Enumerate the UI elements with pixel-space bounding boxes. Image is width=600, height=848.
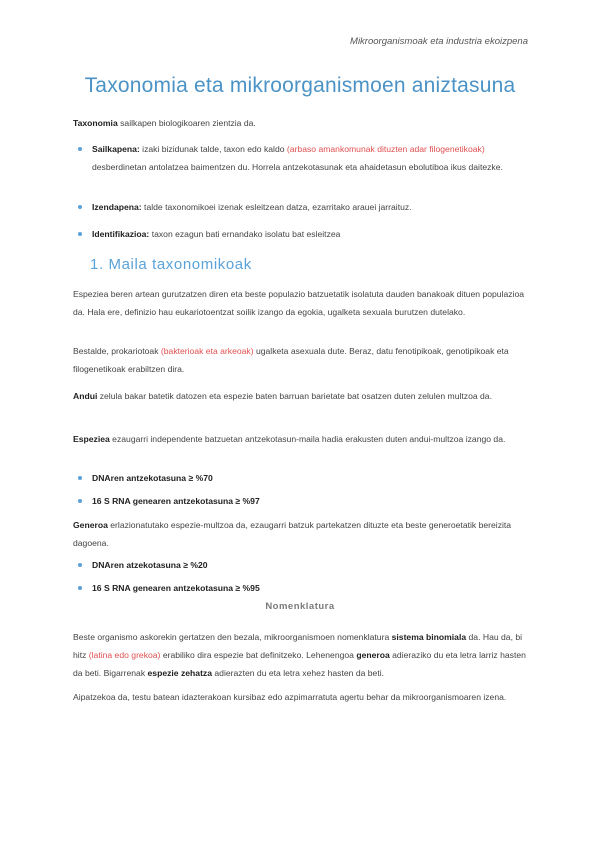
- definition-item-sailkapena: [92, 140, 532, 176]
- bullet-icon: [78, 205, 82, 209]
- paragraph-andui: [73, 387, 533, 405]
- paragraph-espeziea: [73, 430, 533, 448]
- paragraph-text: adierazten du eta letra xehez hasten da beti.: [212, 668, 385, 678]
- definition-term: Sailkapena:: [92, 144, 140, 154]
- paragraph-text: erlazionatutako espezie-multzoa da, ezaugarri batzuk partekatzen dituzte eta beste generoetatik bereizita dagoena.: [73, 520, 512, 548]
- definition-term: Identifikazioa:: [92, 229, 150, 239]
- paragraph-text: erabiliko dira espezie bat definitzeko. Lehenengoa: [160, 650, 357, 660]
- bullet-icon: [78, 147, 82, 151]
- paragraph-text: da. Hau da, bi hitz: [73, 632, 523, 660]
- page-title: Taxonomia eta mikroorganismoen aniztasuna: [84, 74, 516, 97]
- paragraph-highlight: (latina edo grekoa): [88, 650, 161, 660]
- paragraph-text-cont: ugalketa asexuala dute. Beraz, datu fenotipikoak, genotipikoak eta filogenetikoak erabiltzen dira.: [73, 346, 509, 374]
- criterion-text: 16 S RNA genearen antzekotasuna ≥ %97: [92, 496, 260, 506]
- genus-criterion-item: [92, 556, 532, 574]
- intro-paragraph: [73, 114, 533, 132]
- paragraph-term: espezie zehatza: [147, 668, 213, 678]
- paragraph-highlight: (bakterioak eta arkeoak): [160, 346, 254, 356]
- definition-item-identifikazioa: [92, 225, 532, 243]
- species-criterion-item: [92, 469, 532, 487]
- paragraph-text: Beste organismo askorekin gertatzen den bezala, mikroorganismoen nomenklatura: [73, 632, 392, 642]
- paragraph-nomenklatura: [73, 628, 533, 682]
- paragraph-term: Espeziea: [73, 434, 110, 444]
- running-header: Mikroorganismoak eta industria ekoizpena: [350, 36, 528, 47]
- bullet-icon: [78, 563, 82, 567]
- bullet-icon: [78, 476, 82, 480]
- paragraph-espeziea-def: Espeziea beren artean gurutzatzen diren eta beste populazio batzuetatik isolatuta dauden banakoak dituen populazioa da. Hala ere, definizio hau eukariotoentzat soilik izango da egokia, ugalketa sexuala burutzen dutelako.: [73, 289, 525, 317]
- paragraph-term: sistema binomiala: [391, 632, 467, 642]
- paragraph-prokariotoak: [73, 342, 533, 378]
- definition-text-cont: desberdinetan antolatzea baimentzen du. Horrela antzekotasunak eta ahaidetasun ebolutiboa ikus daitezke.: [92, 162, 503, 172]
- paragraph-text: ezaugarri independente batzuetan antzekotasun-maila hadia erakusten duten andui-multzoa izango da.: [109, 434, 506, 444]
- definition-text: izaki bizidunak talde, taxon edo kaldo: [139, 144, 287, 154]
- paragraph-text: zelula bakar batetik datozen eta espezie baten barruan barietate bat osatzen duten zelulen multzoa da.: [97, 391, 492, 401]
- paragraph-term: generoa: [356, 650, 390, 660]
- bullet-icon: [78, 586, 82, 590]
- section-heading-maila-taxonomikoak: 1. Maila taxonomikoak: [90, 256, 252, 273]
- bullet-icon: [78, 232, 82, 236]
- definition-text: taxon ezagun bati ernandako isolatu bat esleitzea: [149, 229, 341, 239]
- definition-item-izendapena: [92, 198, 532, 216]
- species-criterion-item: [92, 492, 532, 510]
- intro-term: Taxonomia: [73, 118, 118, 128]
- definition-text: talde taxonomikoei izenak esleitzean datza, ezarritako arauei jarraituz.: [141, 202, 412, 212]
- section-heading-nomenklatura: Nomenklatura: [265, 601, 335, 612]
- paragraph-generoa: [73, 516, 533, 552]
- definition-highlight: (arbaso amankomunak dituzten adar filogenetikoak): [286, 144, 485, 154]
- paragraph-text: adieraziko du eta letra larriz hasten da beti. Bigarrenak: [73, 650, 526, 678]
- intro-text: sailkapen biologikoaren zientzia da.: [117, 118, 256, 128]
- paragraph-term: Andui: [73, 391, 98, 401]
- criterion-text: 16 S RNA genearen antzekotasuna ≥ %95: [92, 583, 260, 593]
- paragraph-kursiba: Aipatzekoa da, testu batean idazterakoan kursibaz edo azpimarratuta agertu behar da mikroorganismoaren izena.: [73, 692, 507, 702]
- paragraph-term: Generoa: [73, 520, 108, 530]
- genus-criterion-item: [92, 579, 532, 597]
- bullet-icon: [78, 499, 82, 503]
- criterion-text: DNAren antzekotasuna ≥ %70: [92, 473, 213, 483]
- criterion-text: DNAren atzekotasuna ≥ %20: [92, 560, 208, 570]
- paragraph-text: Bestalde, prokariotoak: [73, 346, 161, 356]
- definition-term: Izendapena:: [92, 202, 142, 212]
